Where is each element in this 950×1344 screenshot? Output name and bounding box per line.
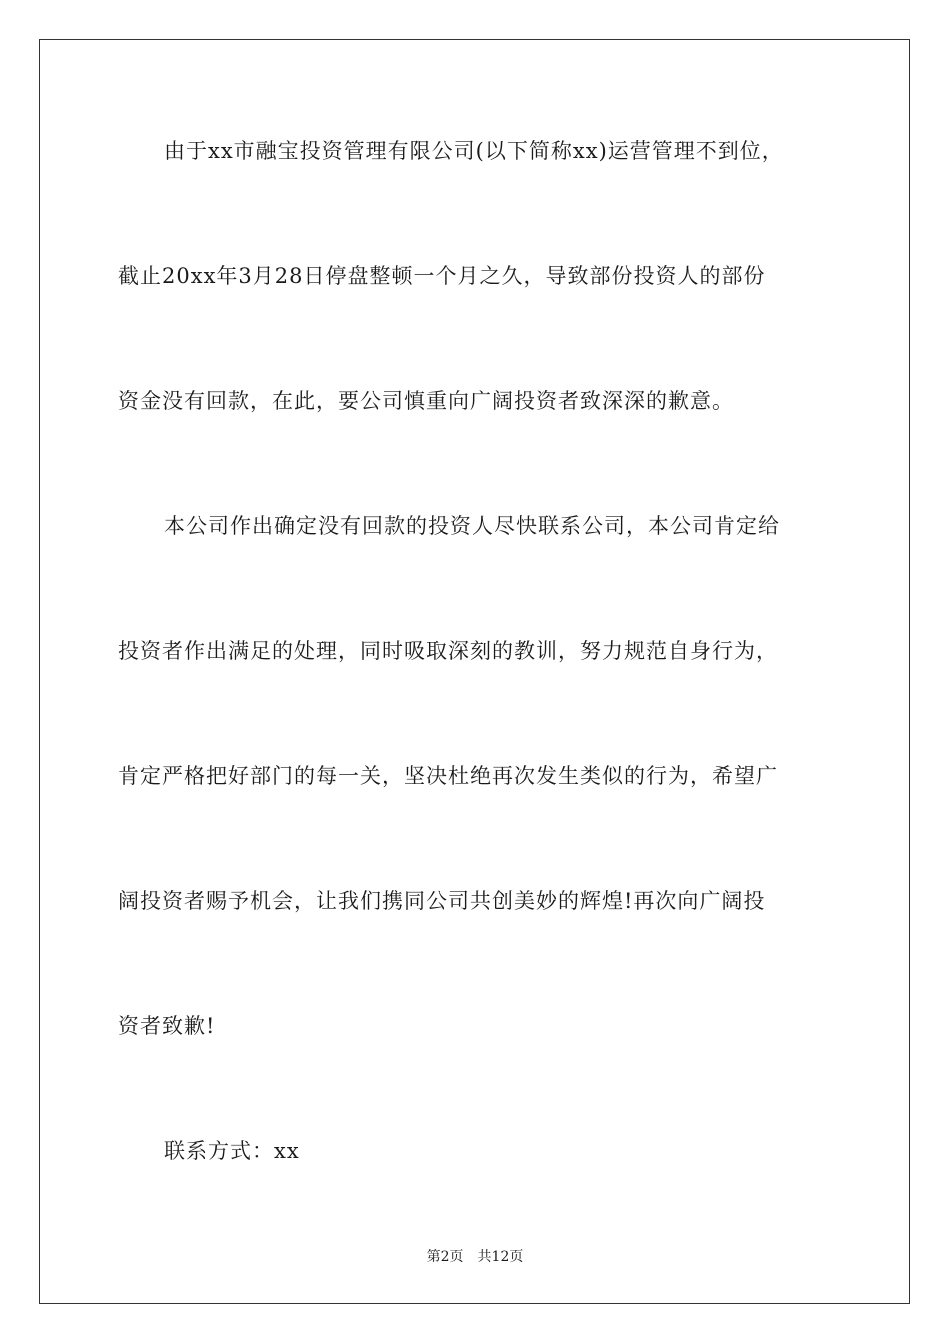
paragraph-2-line-1: 本公司作出确定没有回款的投资人尽快联系公司，本公司肯定给 (164, 514, 780, 538)
paragraph-2-line-5: 资者致歉! (118, 1014, 216, 1038)
paragraph-2-line-3: 肯定严格把好部门的每一关，坚决杜绝再次发生类似的行为，希望广 (118, 764, 778, 788)
paragraph-1-line-1: 由于xx市融宝投资管理有限公司(以下简称xx)运营管理不到位， (164, 139, 784, 163)
contact-line: 联系方式：xx (164, 1139, 300, 1163)
paragraph-2-line-4: 阔投资者赐予机会，让我们携同公司共创美妙的辉煌!再次向广阔投 (118, 889, 766, 913)
paragraph-1-line-2: 截止20xx年3月28日停盘整顿一个月之久，导致部份投资人的部份 (118, 264, 766, 288)
page-number: 第2页 (426, 1249, 464, 1265)
page-total: 共12页 (477, 1249, 524, 1265)
paragraph-1-line-3: 资金没有回款，在此，要公司慎重向广阔投资者致深深的歉意。 (118, 389, 734, 413)
paragraph-2-line-2: 投资者作出满足的处理，同时吸取深刻的教训，努力规范自身行为， (118, 639, 778, 663)
page-footer (0, 1248, 950, 1266)
page-border (39, 39, 910, 1304)
